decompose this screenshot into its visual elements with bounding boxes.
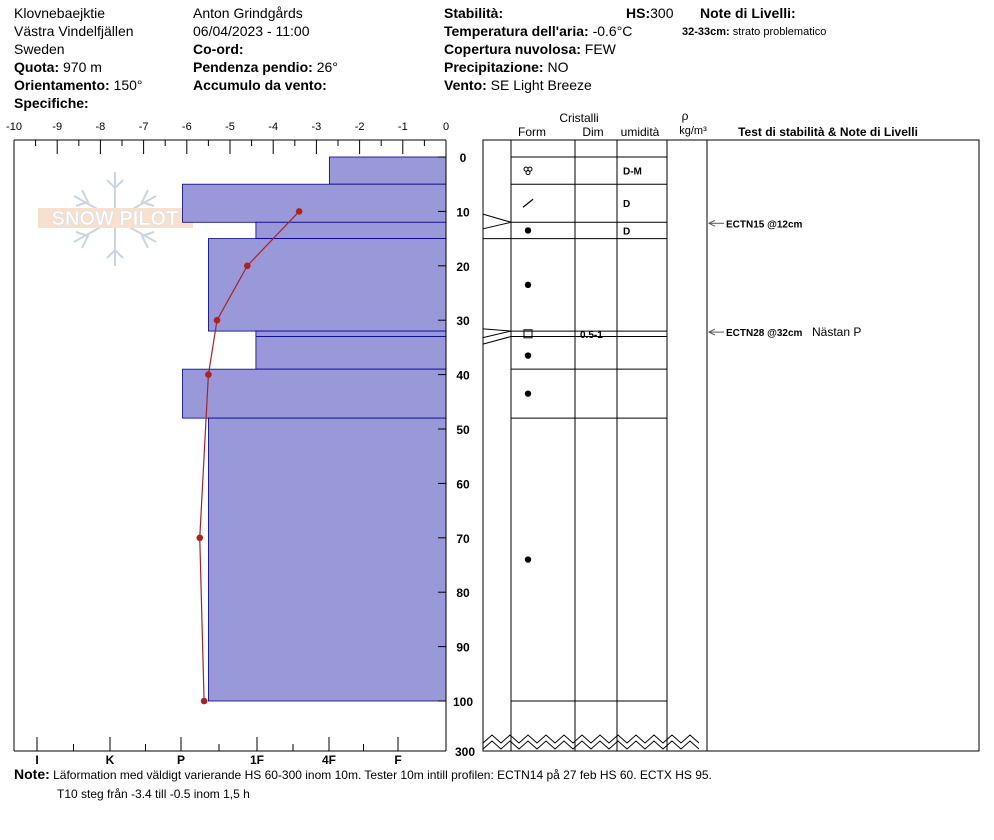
temperature-tick-label: -4: [268, 121, 279, 133]
depth-tick-label: 100: [452, 695, 474, 709]
layer-notes-label: Note di Livelli:: [700, 5, 796, 21]
grain-size-label: 0.5-1: [580, 329, 603, 341]
temperature-point: [296, 208, 303, 215]
depth-tick-label: 80: [456, 586, 470, 601]
temperature-tick-label: -3: [311, 121, 322, 133]
strat-connector: [483, 214, 511, 222]
crystals-header: Cristalli: [559, 111, 599, 125]
humidity-label: D: [623, 199, 631, 211]
observer: Anton Grindgårds: [193, 5, 303, 21]
stability-test-note: Nästan P: [812, 325, 862, 340]
hardness-bar: [182, 369, 446, 418]
slope-value: 26°: [316, 59, 338, 75]
depth-tick-label: 40: [456, 368, 470, 383]
location-name: Klovnebaejktie: [14, 5, 106, 21]
stratigraphy-table: [483, 140, 979, 751]
depth-break-label: 300: [454, 745, 476, 759]
note-line-1: Läformation med väldigt varierande HS 60-300 inom 10m. Tester 10m intill profilen: ECTN14 på 27 feb HS 60. ECTX HS 95.: [53, 768, 712, 782]
stability-test-label: ECTN15 @12cm: [726, 219, 803, 231]
grain-precip-icon: [524, 167, 532, 175]
temperature-tick-label: -10: [6, 121, 22, 133]
temperature-point: [214, 317, 221, 324]
dim-header: Dim: [582, 125, 604, 139]
depth-tick-label: 90: [456, 640, 470, 655]
precip-label: Precipitazione:: [444, 59, 544, 75]
depth-tick-label: 0: [459, 151, 467, 165]
country: Sweden: [14, 41, 65, 57]
humidity-label: D-M: [623, 166, 642, 178]
temperature-tick-label: -9: [52, 121, 63, 133]
elevation-label: Quota:: [14, 59, 60, 75]
hs-label: HS:: [626, 5, 651, 21]
tests-header: Test di stabilità & Note di Livelli: [738, 125, 918, 139]
hardness-tick-label: 4F: [321, 753, 337, 767]
depth-tick-label: 50: [456, 423, 470, 437]
humidity-label: D: [623, 226, 631, 238]
hs-value: 300: [650, 5, 674, 21]
strat-frame: [483, 140, 979, 751]
footer-note: [14, 766, 712, 782]
hardness-bar: [256, 337, 446, 370]
temperature-tick-label: -1: [397, 121, 408, 133]
temperature-tick-label: -6: [181, 121, 192, 133]
grain-rounded-icon: [525, 390, 531, 396]
strat-connector: [483, 331, 511, 338]
depth-tick-label: 30: [456, 314, 470, 329]
temperature-tick-label: -5: [225, 121, 235, 133]
humidity-header: umidità: [620, 125, 660, 139]
layer-note-depth: 32-33cm:: [682, 26, 730, 38]
temperature-point: [205, 371, 212, 378]
grain-fragmented-icon: [523, 199, 533, 207]
depth-tick-label: 10: [456, 205, 470, 220]
wind-value: SE Light Breeze: [490, 77, 592, 93]
air-temp-value: -0.6°C: [592, 23, 633, 39]
hardness-tick-label: P: [176, 753, 186, 767]
form-header: Form: [518, 125, 546, 139]
air-temp-label: Temperatura dell'aria:: [444, 23, 589, 39]
grain-rounded-icon: [525, 556, 531, 562]
hardness-bar: [256, 331, 446, 336]
rho-header: ρ: [681, 109, 689, 123]
grain-rounded-icon: [525, 227, 531, 233]
slope-label: Pendenza pendio:: [193, 59, 313, 75]
density-unit-header: kg/m³: [679, 125, 707, 137]
wind-label: Vento:: [444, 77, 487, 93]
hardness-tick-label: F: [394, 753, 402, 767]
grain-precip-part: [526, 171, 530, 175]
strat-connector: [483, 329, 511, 331]
temperature-tick-label: -2: [354, 121, 365, 133]
temperature-tick-label: -7: [138, 121, 149, 133]
cloud-label: Copertura nuvolosa:: [444, 41, 581, 57]
logo-text: SNOW PILOT: [51, 208, 179, 230]
aspect-value: 150°: [113, 77, 143, 93]
coords-label: Co-ord:: [193, 41, 244, 57]
hardness-bar: [208, 418, 446, 701]
datetime: 06/04/2023 - 11:00: [193, 23, 310, 39]
depth-tick-label: 20: [456, 259, 470, 274]
note-line-2: T10 steg från -3.4 till -0.5 inom 1,5 h: [57, 787, 250, 801]
note-label: Note:: [14, 766, 50, 782]
grain-rounded-icon: [525, 282, 531, 288]
layer-note-text: strato problematico: [732, 26, 827, 38]
hardness-bar: [329, 157, 446, 184]
stability-label: Stabilità:: [444, 5, 504, 21]
grain-rounded-icon: [525, 352, 531, 358]
temperature-point: [244, 263, 251, 270]
depth-tick-label: 60: [456, 477, 470, 492]
specifics-label: Specifiche:: [14, 95, 89, 111]
elevation-value: 970 m: [63, 59, 102, 75]
aspect-label: Orientamento:: [14, 77, 110, 93]
snowpilot-logo: [38, 172, 193, 266]
hardness-tick-label: I: [35, 753, 39, 767]
temperature-point: [201, 698, 208, 705]
strat-connector: [483, 337, 511, 345]
precip-value: NO: [547, 59, 569, 75]
stability-test-label: ECTN28 @32cm: [726, 328, 803, 340]
hardness-bar: [208, 239, 446, 331]
temperature-tick-label: -8: [95, 121, 106, 133]
hardness-bars: [182, 157, 446, 701]
wind-loading-label: Accumulo da vento:: [193, 77, 327, 93]
hardness-tick-label: K: [105, 753, 115, 767]
hardness-tick-label: 1F: [249, 753, 265, 767]
hardness-bar: [256, 222, 446, 238]
strat-connector: [483, 222, 511, 229]
temperature-point: [196, 535, 203, 542]
hardness-bar: [182, 184, 446, 222]
depth-tick-label: 70: [456, 531, 470, 546]
cloud-value: FEW: [584, 41, 616, 57]
temperature-tick-label: 0: [442, 121, 450, 133]
region: Västra Vindelfjällen: [14, 23, 134, 39]
